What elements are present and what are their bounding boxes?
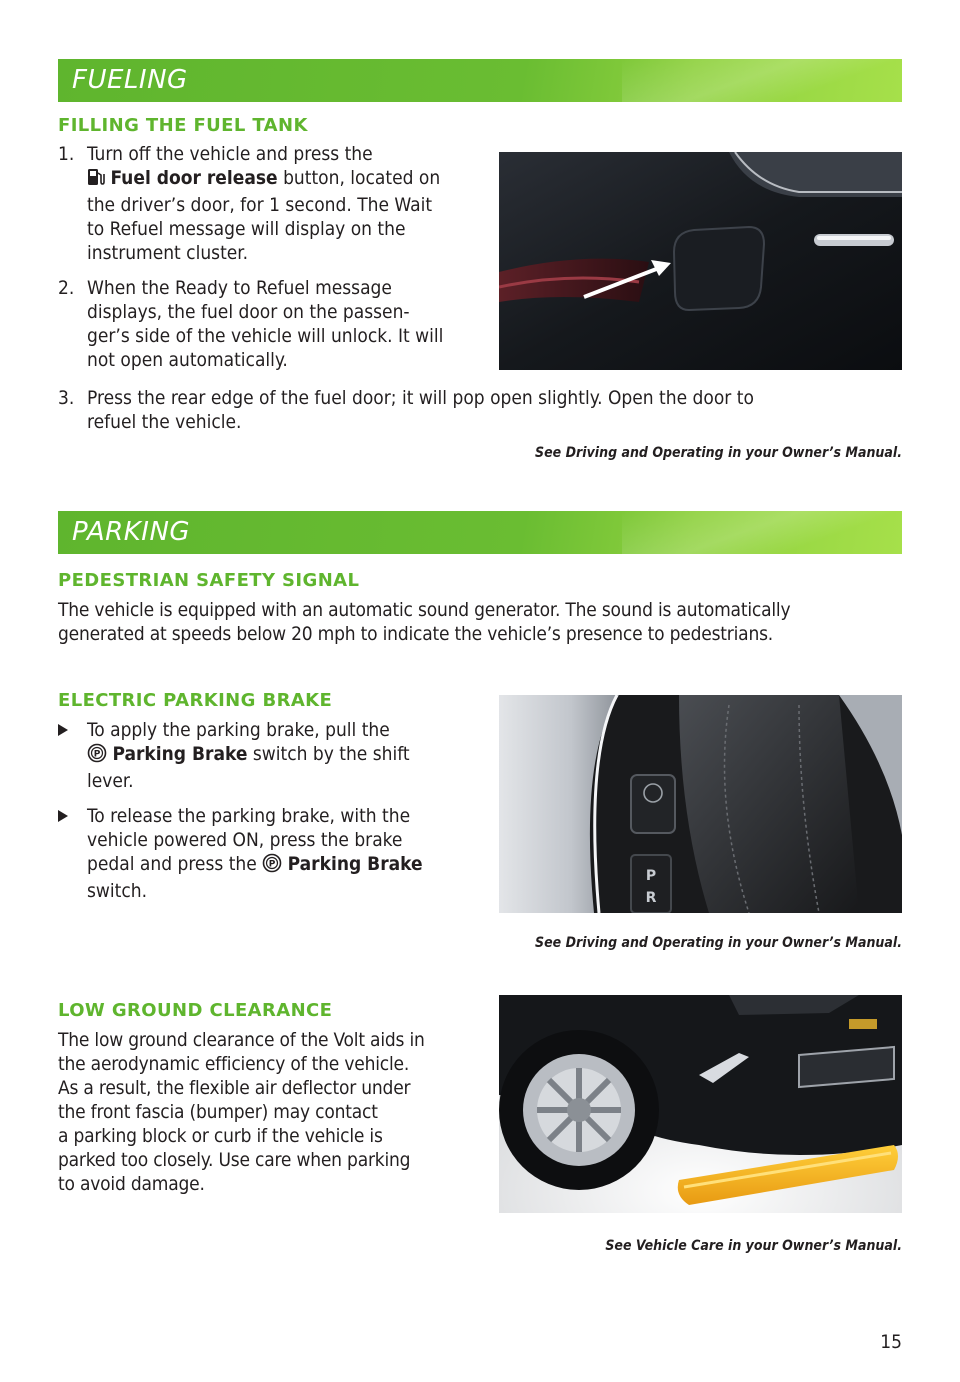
low-ground-clearance-heading: LOW GROUND CLEARANCE [58, 1000, 333, 1021]
fueling-banner [58, 59, 902, 102]
bullet-line: To apply the parking brake, pull the [87, 719, 390, 741]
step-line: the driver’s door, for 1 second. The Wait [87, 194, 433, 216]
parking-brake-label: Parking Brake [112, 743, 248, 765]
bullet-line: To release the parking brake, with the [87, 805, 411, 827]
electric-parking-brake-heading: ELECTRIC PARKING BRAKE [58, 690, 333, 711]
paragraph-line: The vehicle is equipped with an automatic sound generator. The sound is automatically [58, 599, 791, 621]
step-number: 3. [58, 387, 75, 409]
bullet-line: pedal and press the [87, 853, 263, 875]
low-clearance-photo [499, 995, 902, 1213]
bullet-line: vehicle powered ON, press the brake [87, 829, 403, 851]
pedestrian-safety-text [58, 598, 902, 646]
pedestrian-safety-heading: PEDESTRIAN SAFETY SIGNAL [58, 570, 360, 591]
parking-brake-icon [87, 743, 107, 769]
step-line: refuel the vehicle. [87, 411, 242, 433]
low-ground-clearance-text [58, 1028, 478, 1196]
paragraph-line: The low ground clearance of the Volt aids in [58, 1029, 425, 1051]
step-number: 1. [58, 143, 75, 165]
triangle-bullet-icon [58, 810, 68, 822]
parking-banner-title: PARKING [72, 517, 191, 547]
shift-r-label: R [645, 890, 657, 906]
fuel-door-release-label: Fuel door release [110, 167, 278, 189]
fuel-pump-icon [87, 167, 105, 193]
parking-brake-switch-photo [499, 695, 902, 913]
triangle-bullet-icon [58, 724, 68, 736]
paragraph-line: generated at speeds below 20 mph to indicate the vehicle’s presence to pedestrians. [58, 623, 774, 645]
shift-p-label: P [645, 868, 657, 884]
step-line: Turn off the vehicle and press the [87, 143, 373, 165]
filling-fuel-tank-heading: FILLING THE FUEL TANK [58, 115, 308, 136]
svg-text:P: P [93, 749, 101, 760]
svg-text:P: P [268, 859, 276, 870]
parking-brake-bullet-2 [58, 804, 478, 904]
fueling-see-manual: See Driving and Operating in your Owner’s Manual. [535, 445, 902, 461]
bullet-line: switch by the shift [247, 743, 410, 765]
parking-brake-bullet-1 [58, 718, 478, 798]
step-line: instrument cluster. [87, 242, 248, 264]
step-line: to Refuel message will display on the [87, 218, 406, 240]
paragraph-line: a parking block or curb if the vehicle is [58, 1125, 383, 1147]
clearance-see-manual: See Vehicle Care in your Owner’s Manual. [605, 1238, 902, 1254]
step-line: button, located on [277, 167, 441, 189]
paragraph-line: As a result, the flexible air deflector under [58, 1077, 411, 1099]
fuel-step-1 [58, 142, 478, 272]
paragraph-line: the front fascia (bumper) may contact [58, 1101, 378, 1123]
parking-brake-icon [262, 853, 282, 879]
parking-banner [58, 511, 902, 554]
fuel-door-photo [499, 152, 902, 370]
step-line: displays, the fuel door on the passen- [87, 301, 410, 323]
bullet-line: lever. [87, 770, 134, 792]
step-number: 2. [58, 277, 75, 299]
fuel-step-3 [58, 386, 902, 436]
parking-brake-see-manual: See Driving and Operating in your Owner’s Manual. [535, 935, 902, 951]
fueling-banner-title: FUELING [72, 65, 188, 95]
paragraph-line: the aerodynamic efficiency of the vehicle. [58, 1053, 410, 1075]
step-line: not open automatically. [87, 349, 288, 371]
step-line: When the Ready to Refuel message [87, 277, 392, 299]
page-number: 15 [880, 1331, 902, 1353]
step-line: ger’s side of the vehicle will unlock. It will [87, 325, 444, 347]
paragraph-line: parked too closely. Use care when parking [58, 1149, 411, 1171]
fuel-step-2 [58, 276, 478, 376]
parking-brake-label: Parking Brake [287, 853, 423, 875]
paragraph-line: to avoid damage. [58, 1173, 205, 1195]
bullet-line: switch. [87, 880, 147, 902]
step-line: Press the rear edge of the fuel door; it will pop open slightly. Open the door to [87, 387, 754, 409]
